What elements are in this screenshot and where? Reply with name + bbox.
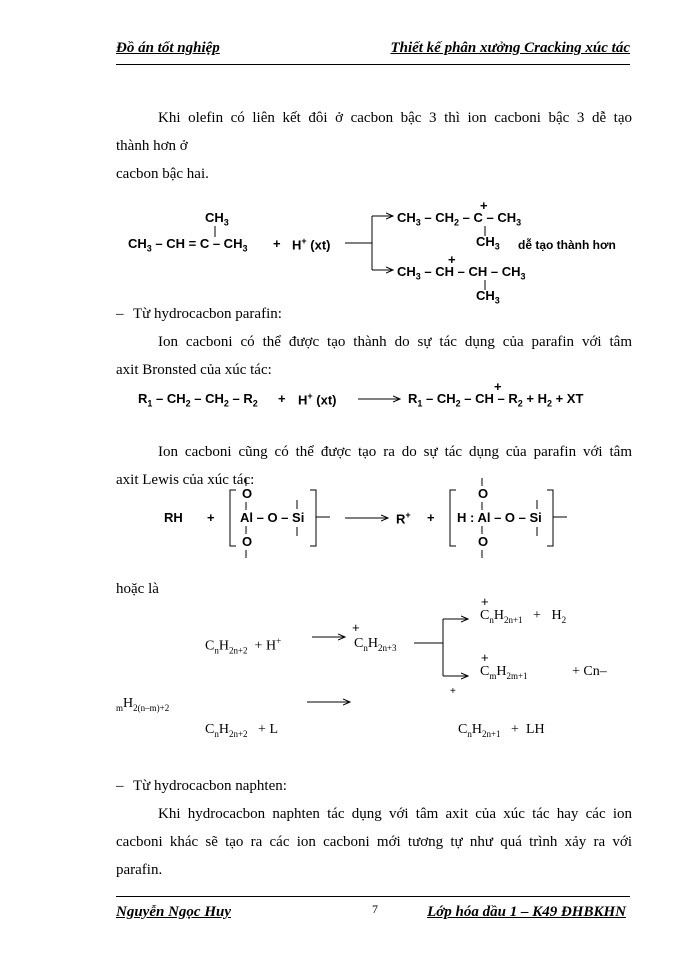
r3-product2: $C_mH_{2m+1}$: [480, 664, 528, 681]
lw-h-al-o-si: H : Al – O – Si: [457, 510, 542, 525]
naphten-bullet: –: [116, 778, 124, 794]
lewis-text-1: Ion cacboni cũng có thể được tạo ra do sự tác dụng của parafin với tâm: [158, 444, 632, 460]
r2-plus: +: [278, 391, 286, 406]
r1-ch3-top: $CH_3$: [205, 210, 229, 228]
r1-reactant: $CH_3$ – CH = C – $CH_3$: [128, 236, 248, 254]
lw-o-top-2: O: [478, 486, 489, 501]
header-left: Đồ án tốt nghiệp: [116, 40, 220, 56]
r3-cation-mark-2: +: [481, 594, 489, 609]
lw-o-top-1: O: [242, 486, 253, 501]
paraffin-bullet: –: [116, 306, 124, 322]
r3-intermediate: $C_nH_{2n+3}$: [354, 636, 397, 653]
r1-product2-branch: $CH_3$: [476, 288, 500, 306]
footer-author: Nguyễn Ngọc Huy: [116, 904, 231, 920]
naphten-line-3: parafin.: [116, 862, 163, 878]
paraffin-title: Từ hydrocacbon parafin:: [133, 306, 282, 322]
r3-reactant: $C_nH_{2n+2} + H^+$: [205, 636, 282, 656]
r3-cation-mark-4: +: [450, 686, 456, 697]
lw-bracket-r1: [310, 490, 316, 546]
r3-reactant-l: $C_nH_{2n+2} + L$: [205, 722, 278, 739]
r1-cation-mark1: +: [480, 198, 488, 213]
r1-proton: H+ (xt): [292, 236, 331, 253]
lw-plus-2: +: [427, 510, 435, 525]
lw-o-bottom-2: O: [478, 534, 489, 549]
footer-rule: [116, 896, 630, 897]
r1-cation-mark2: +: [448, 252, 456, 267]
naphten-line-1: Khi hydrocacbon naphten tác dụng với tâm axit của xúc tác hay các ion: [158, 806, 632, 822]
footer-page-number: 7: [372, 902, 378, 916]
naphten-title: Từ hydrocacbon naphten:: [133, 778, 287, 794]
intro-line-2: thành hơn ở: [116, 138, 188, 154]
lewis-text-2: axit Lewis của xúc tác:: [116, 472, 255, 488]
r1-product1: $CH_3 - CH_2$ – C – $CH_3$: [397, 210, 522, 228]
naphten-line-2: cacboni khác sẽ tạo ra các ion cacboni mới tương tự như quá trình xảy ra với: [116, 834, 632, 850]
r3-product1: $C_nH_{2n+1} + H_2$: [480, 608, 567, 625]
r2-left: $R_1 - CH_2 - CH_2 - R_2$: [138, 391, 258, 409]
lw-plus-1: +: [207, 510, 215, 525]
r1-product2: $CH_3$ – CH – CH – $CH_3$: [397, 264, 526, 282]
r3-product-l: $C_nH_{2n+1}$ + LH: [458, 722, 545, 739]
footer-class: Lớp hóa dầu 1 – K49 ĐHBKHN: [427, 904, 626, 920]
header-right: Thiết kế phân xưởng Cracking xúc tác: [390, 40, 630, 56]
paraffin-text-1: Ion cacboni có thể được tạo thành do sự tác dụng của parafin với tâm: [158, 334, 632, 350]
r3-cation-mark-1: +: [352, 620, 360, 635]
r1-product1-branch: $CH_3$: [476, 234, 500, 252]
lw-bracket-l1: [230, 490, 236, 546]
r3-product2-extra: + Cn–: [572, 664, 607, 679]
r2-right: $R_1 - CH_2$ – CH – $R_2 + H_2$ + XT: [408, 391, 584, 409]
r2-cation-mark: +: [494, 379, 502, 394]
lw-bracket-l2: [450, 490, 456, 546]
lw-o-bottom-1: O: [242, 534, 253, 549]
lw-rh: RH: [164, 510, 183, 525]
r1-plus: +: [273, 236, 281, 251]
lw-bracket-r2: [547, 490, 553, 546]
r3-cation-mark-3: +: [481, 650, 489, 665]
r2-proton: H+ (xt): [298, 391, 337, 408]
hoac-la: hoặc là: [116, 581, 159, 597]
intro-line-1: Khi olefin có liên kết đôi ở cacbon bậc 3 thì ion cacboni bậc 3 dễ tạo: [158, 110, 632, 126]
paraffin-text-2: axit Bronsted của xúc tác:: [116, 362, 272, 378]
r1-note: dễ tạo thành hơn: [518, 238, 616, 252]
lw-al-o-si: Al – O – Si: [240, 510, 305, 525]
intro-line-3: cacbon bậc hai.: [116, 166, 209, 182]
r3-wrap: $_mH_{2(n-m)+2}$: [116, 696, 170, 713]
lw-r-plus: R+: [396, 510, 411, 527]
